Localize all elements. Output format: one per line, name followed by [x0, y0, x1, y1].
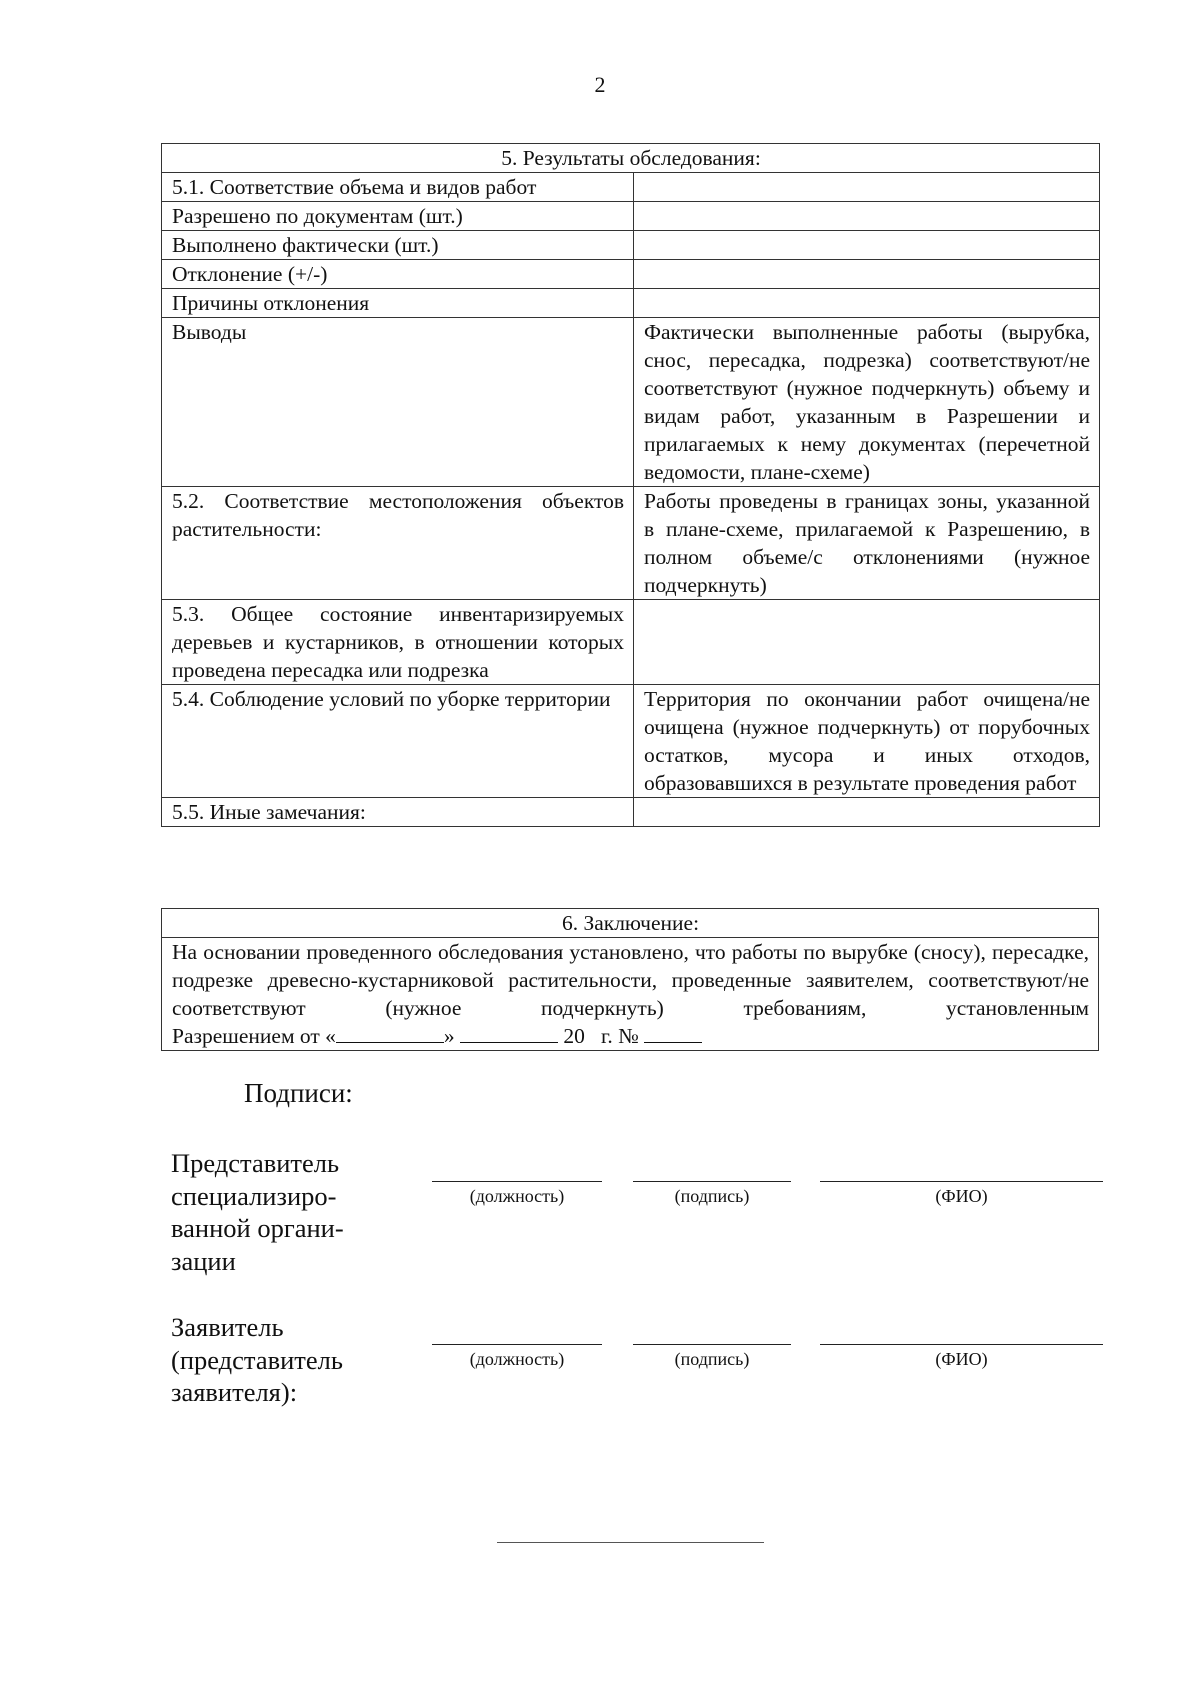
name-line[interactable] [820, 1181, 1103, 1182]
name-caption: (ФИО) [935, 1186, 988, 1206]
permit-year: 20 [563, 1024, 585, 1048]
row-label: Разрешено по документам (шт.) [162, 202, 634, 231]
table-row [162, 600, 1100, 685]
role-line: специализиро- [171, 1180, 337, 1211]
signatory-organization-rep [171, 1147, 371, 1277]
signatures-title: Подписи: [244, 1078, 353, 1108]
row-label: Выводы [162, 318, 634, 487]
page-number: 2 [594, 72, 606, 97]
name-caption: (ФИО) [935, 1349, 988, 1369]
permit-quote-close: » [443, 1024, 455, 1048]
row-label: 5.4. Соблюдение условий по уборке территории [162, 685, 634, 798]
role-line: зации [171, 1245, 236, 1276]
role-line: заявителя): [171, 1377, 298, 1407]
row-value [634, 173, 1100, 202]
table-row [162, 260, 1100, 289]
table-row [162, 231, 1100, 260]
position-caption: (должность) [469, 1186, 565, 1206]
row-label: 5.1. Соответствие объема и видов работ [162, 173, 634, 202]
signature-line[interactable] [633, 1181, 791, 1182]
row-value [634, 600, 1100, 685]
row-value: Территория по окончании работ очищена/не очищена (нужное подчеркнуть) от порубочных остатков, мусора и иных отходов, образовавшихся в результате проведения работ [634, 685, 1100, 798]
position-line[interactable] [432, 1344, 602, 1345]
table-row [162, 289, 1100, 318]
row-value: Фактически выполненные работы (вырубка, снос, пересадка, подрезка) соответствуют/не соответствуют (нужное подчеркнуть) объему и видам работ, указанным в Разрешении и прилагаемых к нему документах (перечетной ведомости, плане-схеме) [634, 318, 1100, 487]
row-value [634, 231, 1100, 260]
row-label: 5.3. Общее состояние инвентаризируемых деревьев и кустарников, в отношении которых проведена пересадка или подрезка [162, 600, 634, 685]
signature-caption: (подпись) [674, 1186, 750, 1206]
section-title-conclusion: 6. Заключение: [162, 909, 1099, 938]
table-row [162, 685, 1100, 798]
date-day-blank [336, 1022, 444, 1043]
row-value [634, 798, 1100, 827]
row-label: 5.5. Иные замечания: [162, 798, 634, 827]
row-label: Причины отклонения [162, 289, 634, 318]
conclusion-text: На основании проведенного обследования установлено, что работы по вырубке (сносу), пересадке, подрезке древесно-кустарниковой растительности, проведенные заявителем, соответствуют/не соответствуют (нужное подчеркнуть) требованиям, установленным [172, 940, 1089, 1020]
position-caption: (должность) [469, 1349, 565, 1369]
row-label: Выполнено фактически (шт.) [162, 231, 634, 260]
role-line: ванной органи- [171, 1213, 344, 1243]
table-row [162, 318, 1100, 487]
role-line: Заявитель [171, 1312, 284, 1342]
table-row [162, 173, 1100, 202]
conclusion-body [162, 938, 1099, 1051]
table-row [162, 202, 1100, 231]
row-value [634, 260, 1100, 289]
row-value [634, 202, 1100, 231]
section-title-results: 5. Результаты обследования: [162, 144, 1100, 173]
permit-number-blank [644, 1022, 702, 1043]
table-row [162, 798, 1100, 827]
conclusion-table [161, 908, 1099, 1051]
signature-caption: (подпись) [674, 1349, 750, 1369]
row-label: Отклонение (+/-) [162, 260, 634, 289]
row-value [634, 289, 1100, 318]
permit-prefix: Разрешением от « [172, 1024, 336, 1048]
survey-results-table [161, 143, 1100, 827]
conclusion-permit-line [172, 1022, 1089, 1050]
name-line[interactable] [820, 1344, 1103, 1345]
role-line: Представитель [171, 1148, 340, 1178]
role-line: (представитель [171, 1344, 343, 1375]
footer-separator [497, 1542, 764, 1543]
signature-line[interactable] [633, 1344, 791, 1345]
row-label: 5.2. Соответствие местоположения объектов растительности: [162, 487, 634, 600]
signatory-applicant [171, 1311, 371, 1409]
row-value: Работы проведены в границах зоны, указанной в плане-схеме, прилагаемой к Разрешению, в полном объеме/с отклонениями (нужное подчеркнуть) [634, 487, 1100, 600]
permit-number-label: г. № [601, 1024, 639, 1048]
table-row [162, 487, 1100, 600]
position-line[interactable] [432, 1181, 602, 1182]
date-month-blank [460, 1022, 558, 1043]
